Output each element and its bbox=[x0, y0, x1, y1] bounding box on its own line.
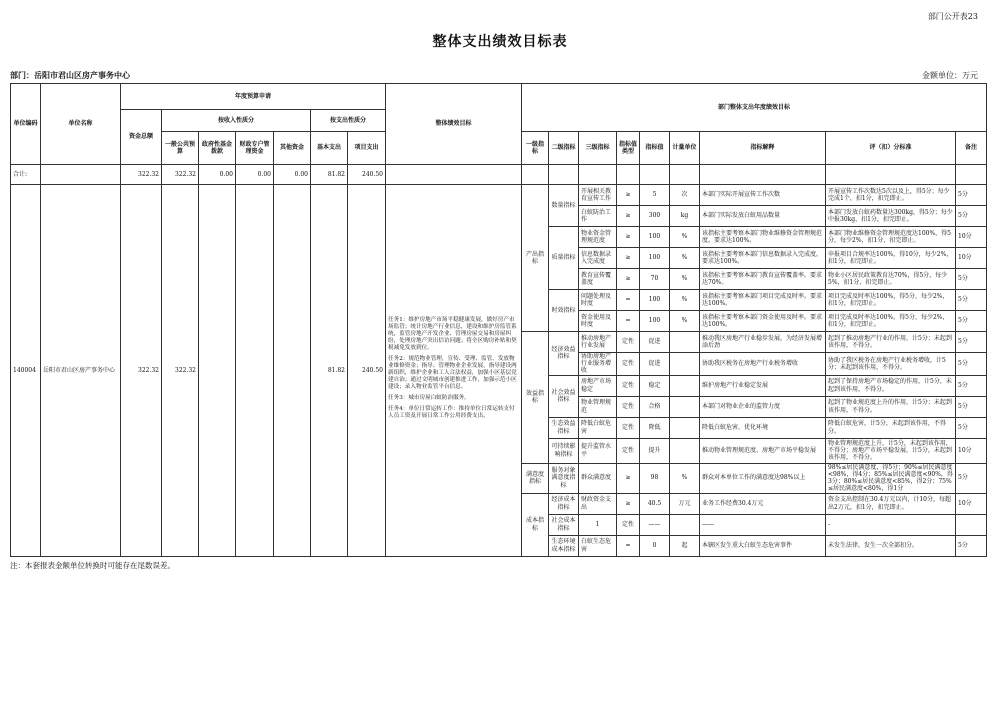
table-row: 140004 岳阳市君山区房产事务中心 322.32 322.32 81.82 240.50 任务1：维护房地产市场平稳健康发展，做好房产市场监管；统计房地产行业信息，建设和维护房监管系统，监管房地产开发企业、管理房屋交易和房屋纠纷，处理房地产突出信访问题；将全区购房补贴和契税减免发放到位。 任务2：规范物业管理，宣传、受理、监管、发放物业维修资金；指导、管理物业企业发展，指导建设两新组织，维护企业和工人合法权益，加强小区基层党建自治；通过文明城市创建推进工作，加强示范小区建设；录入物业监管平台信息。 任务3：城市房屋白蚁防治服务。 任务4：单位日常运转工作：推持单位日常运转支付人员工资及开展日常工作公用经费支出。 产出指标 数量指标 开展相关教育宣传工作 ≥ 5 次 本部门实际开展宣传工作次数 开展宣传工作次数达5次以及上，得5分；每少完成1个，扣1分，扣完即止。 5分 bbox=[11, 185, 987, 206]
table-row: 满意度指标 服务对象满意度指标 群众满意度 ≥ 98 % 群众对本单位工作的满意度达98%以上 98%≤居民满意度，得5分；90%≤居民满意度<98%，得4分；85%≤居民满意度<90%，得3分；80%≤居民满意度<85%，得2分；75%≤居民满意度<80%，得1分 5分 bbox=[11, 463, 987, 493]
task-3: 任务3：城市房屋白蚁防治服务。 bbox=[388, 394, 470, 401]
table-row: 时效指标 问题处理及时度 = 100 % 该指标主要考察本部门项目完成及时率。要求达100%。 项目完成及时率达100%，得5分，每少2%，扣1分，扣完即止。 5分 bbox=[11, 290, 987, 311]
total-funds: 322.32 bbox=[121, 165, 162, 185]
total-label: 合计: bbox=[11, 165, 41, 185]
table-row: 物业管理规范 定性 合格 本部门对物业企业的监管力度 起到了物业规范度上升的作用，计5分；未起到该作用，不得分。 5分 bbox=[11, 396, 987, 417]
task-2: 任务2：规范物业管理，宣传、受理、监管、发放物业维修资金；指导、管理物业企业发展，指导建设两新组织，维护企业和工人合法权益，加强小区基层党建自治；通过文明城市创建推进工作，加强示范小区建设；录入物业监管平台信息。 bbox=[388, 355, 517, 390]
level2-sustainable: 可持续影响指标 bbox=[549, 438, 579, 463]
header-level3: 三级指标 bbox=[579, 132, 617, 165]
total-general: 322.32 bbox=[162, 165, 199, 185]
header-level2: 二级指标 bbox=[549, 132, 579, 165]
unit-basic: 81.82 bbox=[311, 185, 348, 557]
level1-satisfaction: 满意度指标 bbox=[522, 463, 549, 493]
task-4: 任务4：单位日常运转工作：推持单位日常运转支付人员工资及开展日常工作公用经费支出。 bbox=[388, 405, 515, 419]
department-label: 部门：岳阳市君山区房产事务中心 bbox=[10, 70, 130, 80]
total-special: 0.00 bbox=[236, 165, 274, 185]
level1-benefit: 效益指标 bbox=[522, 332, 549, 464]
header-by-income: 按收入性质分 bbox=[162, 110, 311, 132]
header-other-fund: 其他资金 bbox=[274, 132, 311, 165]
table-row: 协助房地产行业服务增收 定性 促进 协助我区税务在房地产行业税务增收 协助了我区税务在房地产行业税务增收，计5分；未起到该作用，不得分。 5分 bbox=[11, 353, 987, 376]
header-remark: 备注 bbox=[956, 132, 987, 165]
performance-table bbox=[10, 83, 987, 557]
header-overall-goal: 整体绩效目标 bbox=[386, 84, 522, 165]
unit-name: 岳阳市君山区房产事务中心 bbox=[41, 185, 121, 557]
table-row: 生态环境成本指标 白蚁生态危害 = 0 起 本辖区发生重大白蚁生态危害事件 未发生法律，发生一次全部扣分。 5分 bbox=[11, 535, 987, 556]
header-value-type: 指标值类型 bbox=[617, 132, 640, 165]
level2-quantity: 数量指标 bbox=[549, 185, 579, 227]
level2-quality: 质量指标 bbox=[549, 227, 579, 290]
header-project-exp: 项目支出 bbox=[348, 132, 386, 165]
table-row: 可持续影响指标 提升监管水平 定性 提升 推动物业管理规范度、房地产市场平稳发展 物业管理规范度上升，计5分，未起到该作用，不得分；房地产市场平稳发展，计5分，未起到该作用，不得分。 10分 bbox=[11, 438, 987, 463]
header-general-budget: 一般公共预算 bbox=[162, 132, 199, 165]
footnote: 注：本套报表金额单位转换时可能存在尾数误差。 bbox=[10, 561, 175, 570]
level2-social: 社会效益指标 bbox=[549, 375, 579, 417]
table-row: 白蚁防治工作 ≥ 300 kg 本部门实际发放白蚁用品数量 本部门发放白蚁药数量达300kg，得5分；每少中报30kg，扣1分，扣完即止。 5分 bbox=[11, 206, 987, 227]
table-row: 社会成本指标 1 定性 —— —— - bbox=[11, 514, 987, 535]
unit-general: 322.32 bbox=[162, 185, 199, 557]
header-special-fund: 财政专户管理资金 bbox=[236, 132, 274, 165]
page-tag: 部门公开表23 bbox=[927, 12, 978, 21]
header-level1: 一级指标 bbox=[522, 132, 549, 165]
table-row: 成本指标 经济成本指标 财政资金支出 ≥ 40.5 万元 业务工作经费30.4万元 资金支出控制在30.4万元以内，计10分，每超出2万元，扣1分，扣完即止。 10分 bbox=[11, 493, 987, 514]
header-value: 指标值 bbox=[640, 132, 670, 165]
unit-project: 240.50 bbox=[348, 185, 386, 557]
level2-economic: 经济效益指标 bbox=[549, 332, 579, 376]
page-title: 整体支出绩效目标表 bbox=[432, 34, 568, 50]
level2-service: 服务对象满意度指标 bbox=[549, 463, 579, 493]
level1-cost: 成本指标 bbox=[522, 493, 549, 556]
table-row: 信息数据录入完成度 ≥ 100 % 该指标主要考察本部门信息数据录入完成度。要求达100%。 申报项目合规率达100%，得10分，每少2%，扣1分，扣完即止。 10分 bbox=[11, 248, 987, 269]
unit-total: 322.32 bbox=[121, 185, 162, 557]
unit-label: 金额单位：万元 bbox=[922, 71, 978, 80]
table-row: 资金使用及时度 = 100 % 该指标主要考察本部门资金使用及时率。要求达100%。 项目完成及时率达100%，得5分，每少2%，扣1分，扣完即止。 5分 bbox=[11, 311, 987, 332]
header-unit: 计量单位 bbox=[670, 132, 700, 165]
level2-ecological: 生态效益指标 bbox=[549, 417, 579, 438]
task-1: 任务1：维护房地产市场平稳健康发展，做好房产市场监管；统计房地产行业信息，建设和维护房监管系统，监管房地产开发企业、管理房屋交易和房屋纠纷，处理房地产突出信访问题；将全区购房补贴和契税减免发放到位。 bbox=[388, 316, 517, 351]
total-basic: 81.82 bbox=[311, 165, 348, 185]
table-row: 生态效益指标 降低白蚁危害 定性 降低 降低白蚁危害，优化环境 降低白蚁危害，计5分，未起到该作用，不得分。 5分 bbox=[11, 417, 987, 438]
header-total-funds: 资金总额 bbox=[121, 110, 162, 165]
table-row: 质量指标 物业资金管理规范度 ≥ 100 % 该指标主要考察本部门物业维修资金管理规范度。要求达100%。 本部门物业维修资金管理规范度达100%，得5分，每少2%，扣1分，扣完即止。 10分 bbox=[11, 227, 987, 248]
level2-eco-cost: 生态环境成本指标 bbox=[549, 535, 579, 556]
overall-goal-text bbox=[386, 185, 522, 557]
level1-output: 产出指标 bbox=[522, 185, 549, 332]
header-unit-name: 单位名称 bbox=[41, 84, 121, 165]
level2-social-cost: 社会成本指标 bbox=[549, 514, 579, 535]
level2-timeliness: 时效指标 bbox=[549, 290, 579, 332]
header-gov-fund: 政府性基金拨款 bbox=[199, 132, 236, 165]
header-dept-goal: 部门整体支出年度绩效目标 bbox=[522, 84, 987, 132]
header-by-expense: 按支出性质分 bbox=[311, 110, 386, 132]
total-project: 240.50 bbox=[348, 165, 386, 185]
total-gov: 0.00 bbox=[199, 165, 236, 185]
header-explain: 指标解释 bbox=[700, 132, 826, 165]
header-annual-budget: 年度预算申请 bbox=[121, 84, 386, 110]
total-other: 0.00 bbox=[274, 165, 311, 185]
header-unit-code: 单位编码 bbox=[11, 84, 41, 165]
level2-econ-cost: 经济成本指标 bbox=[549, 493, 579, 514]
table-row: 社会效益指标 房地产市场稳定 定性 稳定 维护房地产行业稳定发展 起到了保持房地产市场稳定的作用，计5分，未起到该作用，不得分。 5分 bbox=[11, 375, 987, 396]
unit-code: 140004 bbox=[11, 185, 41, 557]
table-row: 教育宣传覆盖度 ≥ 70 % 该指标主要考察本部门教育宣传覆盖率。要求达70%。 物业小区居民政策教育达70%，得5分，每少5%，扣1分，扣完即止。 5分 bbox=[11, 269, 987, 290]
header-basic-exp: 基本支出 bbox=[311, 132, 348, 165]
table-row: 效益指标 经济效益指标 推动房地产行业发展 定性 促进 推动我区房地产行业稳步发展，为经济发展增添后劲 起到了推动房地产行业的作用，计5分；未起到该作用，不得分。 5分 bbox=[11, 332, 987, 353]
total-row bbox=[11, 165, 987, 185]
header-scoring: 评（扣）分标准 bbox=[826, 132, 956, 165]
